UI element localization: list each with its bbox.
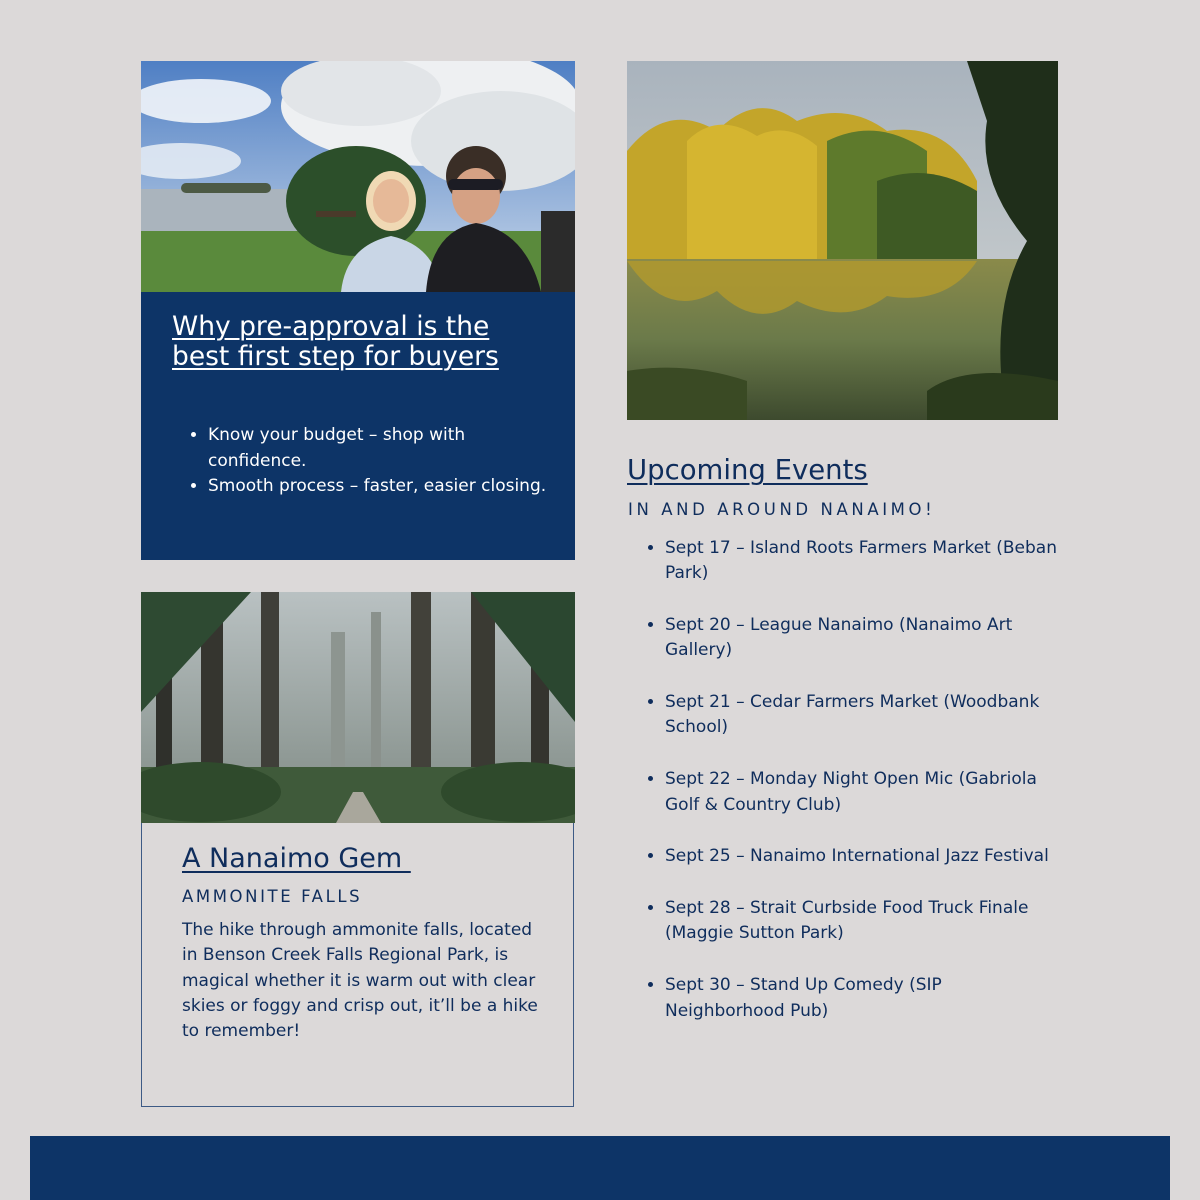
preapproval-bullet: • Smooth process – faster, easier closing.: [208, 474, 558, 500]
preapproval-title[interactable]: Why pre-approval is the best first step for buyers: [172, 311, 499, 372]
preapproval-bullet: • Know your budget – shop with confidence.: [208, 423, 558, 474]
couple-photo: [141, 61, 575, 292]
event-item: • Sept 17 – Island Roots Farmers Market (Beban Park): [665, 536, 1065, 587]
events-title[interactable]: Upcoming Events: [627, 454, 868, 486]
event-item: • Sept 20 – League Nanaimo (Nanaimo Art Gallery): [665, 613, 1065, 664]
footer-band: [30, 1136, 1170, 1200]
event-item: • Sept 22 – Monday Night Open Mic (Gabriola Golf & Country Club): [665, 767, 1065, 818]
gem-title[interactable]: A Nanaimo Gem: [182, 843, 411, 874]
preapproval-card: [141, 292, 575, 560]
event-item: • Sept 25 – Nanaimo International Jazz Festival: [665, 844, 1065, 869]
event-item: • Sept 21 – Cedar Farmers Market (Woodbank School): [665, 690, 1065, 741]
lake-photo: [627, 61, 1058, 420]
gem-subtitle: AMMONITE FALLS: [182, 887, 363, 906]
gem-card: [141, 823, 574, 1107]
event-item: • Sept 30 – Stand Up Comedy (SIP Neighborhood Pub): [665, 973, 1065, 1024]
gem-body: The hike through ammonite falls, located in Benson Creek Falls Regional Park, is magical whether it is warm out with clear skies or foggy and crisp out, it’ll be a hike to remember!: [182, 920, 538, 1042]
preapproval-bullet-list: [208, 423, 558, 500]
events-list: [665, 536, 1065, 1050]
event-item: • Sept 28 – Strait Curbside Food Truck Finale (Maggie Sutton Park): [665, 896, 1065, 947]
forest-photo: [141, 592, 575, 823]
events-subtitle: IN AND AROUND NANAIMO!: [628, 500, 936, 519]
